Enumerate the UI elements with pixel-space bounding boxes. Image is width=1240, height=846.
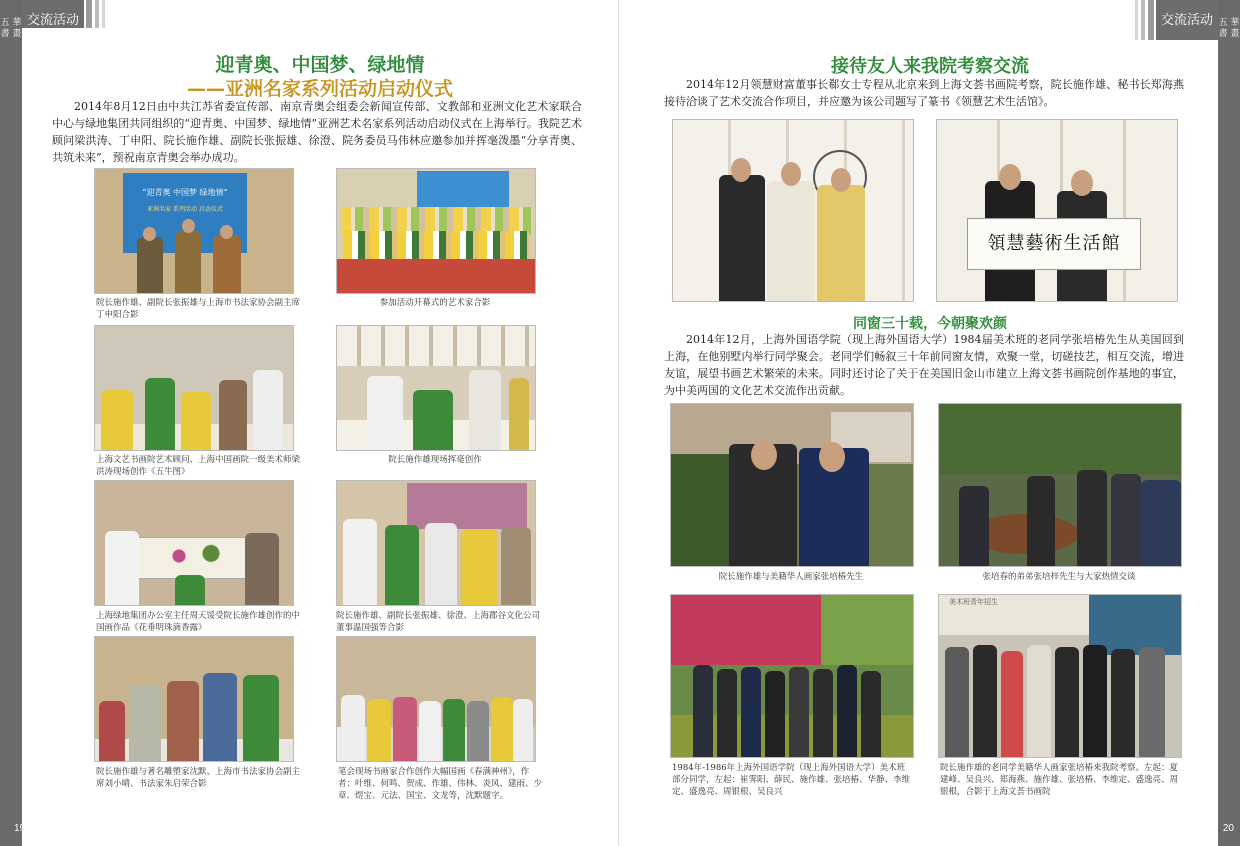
- left-spine-text: 五 華 書 畫: [0, 18, 22, 39]
- right-side-strip: [1218, 0, 1240, 846]
- banner-subtext: 亚洲名家 系列活动 启动仪式: [147, 206, 223, 213]
- page-number-left: 19: [14, 823, 26, 834]
- right-page: [620, 0, 1240, 846]
- caption: 参加活动开幕式的艺术家合影: [379, 298, 491, 308]
- photo-group-vice-presidents: [336, 480, 536, 606]
- caption: 院长施作雄、副院长张振雄与上海市书法家协会副主席丁申阳合影: [96, 298, 301, 320]
- seal-script-calligraphy: 領慧藝術生活館: [967, 218, 1141, 270]
- left-side-strip: [0, 0, 22, 846]
- caption: 笔会现场书画家合作创作大幅国画《春满神州》，作者：叶维、何鸣、贺成、作雄、伟林、炎风、建雨、少章、煜宝、元法、国宝、文龙等，沈默题字。: [338, 767, 543, 801]
- caption: 张培春的弟弟张培梓先生与大家热情交谈: [982, 572, 1136, 582]
- photo-president-with-painter: [670, 403, 914, 567]
- page-number-right: 20: [1222, 823, 1234, 834]
- right-spine-text: 五 華 書 畫: [1218, 18, 1240, 39]
- photo-visitors-gallery: [672, 119, 914, 302]
- photo-collaborative-painting: [336, 636, 536, 762]
- right-title-1: 接待友人来我院考察交流: [831, 56, 1029, 77]
- right-paragraph-1: 2014年12月领慧财富董事长郗女士专程从北京来到上海文荟书画院考察，院长施作雄、秘书长郑海燕接待洽谈了艺术交流合作项目，并应邀为该公司题写了篆书《领慧艺术生活馆》。: [664, 78, 1184, 108]
- photo-opening-banner: [94, 168, 294, 294]
- stripe: [1148, 0, 1154, 40]
- caption: 院长施作雄与美籍华人画家张培椿先生: [718, 572, 864, 582]
- photo-president-calligraphy: [336, 325, 536, 451]
- caption: 院长施作雄与著名雕塑家沈默、上海市书法家协会副主席刘小晴、书法家朱启荣合影: [96, 767, 301, 789]
- section-tag-left: 交流活动: [22, 0, 84, 40]
- caption: 院长施作雄的老同学美籍华人画家张培椿来我院考察。左起：夏建峰、吴良兴、郑海燕、施作雄、张培椿、李维定、盛逸亮、周银根，合影于上海文荟书画院: [940, 763, 1179, 797]
- photo-garden-tea: [938, 403, 1182, 567]
- right-paragraph-2: 2014年12月，上海外国语学院（现上海外国语大学）1984届美术班的老同学张培椿先生从美国回到上海，在他别墅内举行同学聚会。老同学们畅叙三十年前同窗友情，欢聚一堂，切磋技艺，相互交流，增进友谊，展望书画艺术繁荣的未来。同时还讨论了关于在美国旧金山市建立上海文荟书画院创作基地的事宜，为中美两国的文化艺术交流作出贡献。: [664, 333, 1184, 397]
- caption: 院长施作雄现场挥毫创作: [388, 455, 482, 465]
- section-tag-right: 交流活动: [1156, 0, 1218, 40]
- photo-classmates-visit: [938, 594, 1182, 758]
- photo-seal-calligraphy: [936, 119, 1178, 302]
- photo-classmates-group: [670, 594, 914, 758]
- photo-painting-presentation: [94, 480, 294, 606]
- stripe: [1135, 0, 1138, 40]
- photo-sculptor-calligraphers: [94, 636, 294, 762]
- left-title-line1: 迎青奥、中国梦、绿地情: [215, 54, 425, 76]
- left-intro-paragraph: 2014年8月12日由中共江苏省委宣传部、南京青奥会组委会新闻宣传部、文教部和亚洲文化艺术家联合中心与绿地集团共同组织的“迎青奥、中国梦、绿地情”亚洲艺术名家系列活动启动仪式在上海举行。我院艺术顾问梁洪涛、丁申阳、院长施作雄、副院长张振雄、徐澄、院务委员马伟林应邀参加并挥毫泼墨“分享青奥、共筑未来”，预祝南京青奥会举办成功。: [52, 100, 582, 164]
- banner-text: “迎青奥 中国梦 绿地情”: [142, 188, 228, 197]
- caption: 上海文艺书画院艺术顾问、上海中国画院一级美术师梁洪涛现场创作《五牛图》: [96, 455, 301, 477]
- right-title-2: 同窗三十载，今朝聚欢颜: [853, 316, 1007, 332]
- admission-sign: 美术班青年招生: [949, 597, 1039, 609]
- stripe: [1141, 0, 1145, 40]
- caption: 上海绿地集团办公室主任周天馁受院长施作雄创作的中国画作品《花垂明珠滴香露》: [96, 611, 301, 633]
- caption: 1984年-1986年上海外国语学院（现上海外国语大学）美术班部分同学，左起：崔霁阳、薛民、施作雄、张培椿、华静、李维定、盛逸亮、周银根、吴良兴: [672, 763, 911, 797]
- left-title-line2: ——亚洲名家系列活动启动仪式: [186, 78, 453, 100]
- caption: 院长施作雄、副院长张振雄、徐澄、上海郡谷文化公司董事温国强等合影: [336, 611, 541, 633]
- photo-painting-demo: [94, 325, 294, 451]
- photo-group-opening: [336, 168, 536, 294]
